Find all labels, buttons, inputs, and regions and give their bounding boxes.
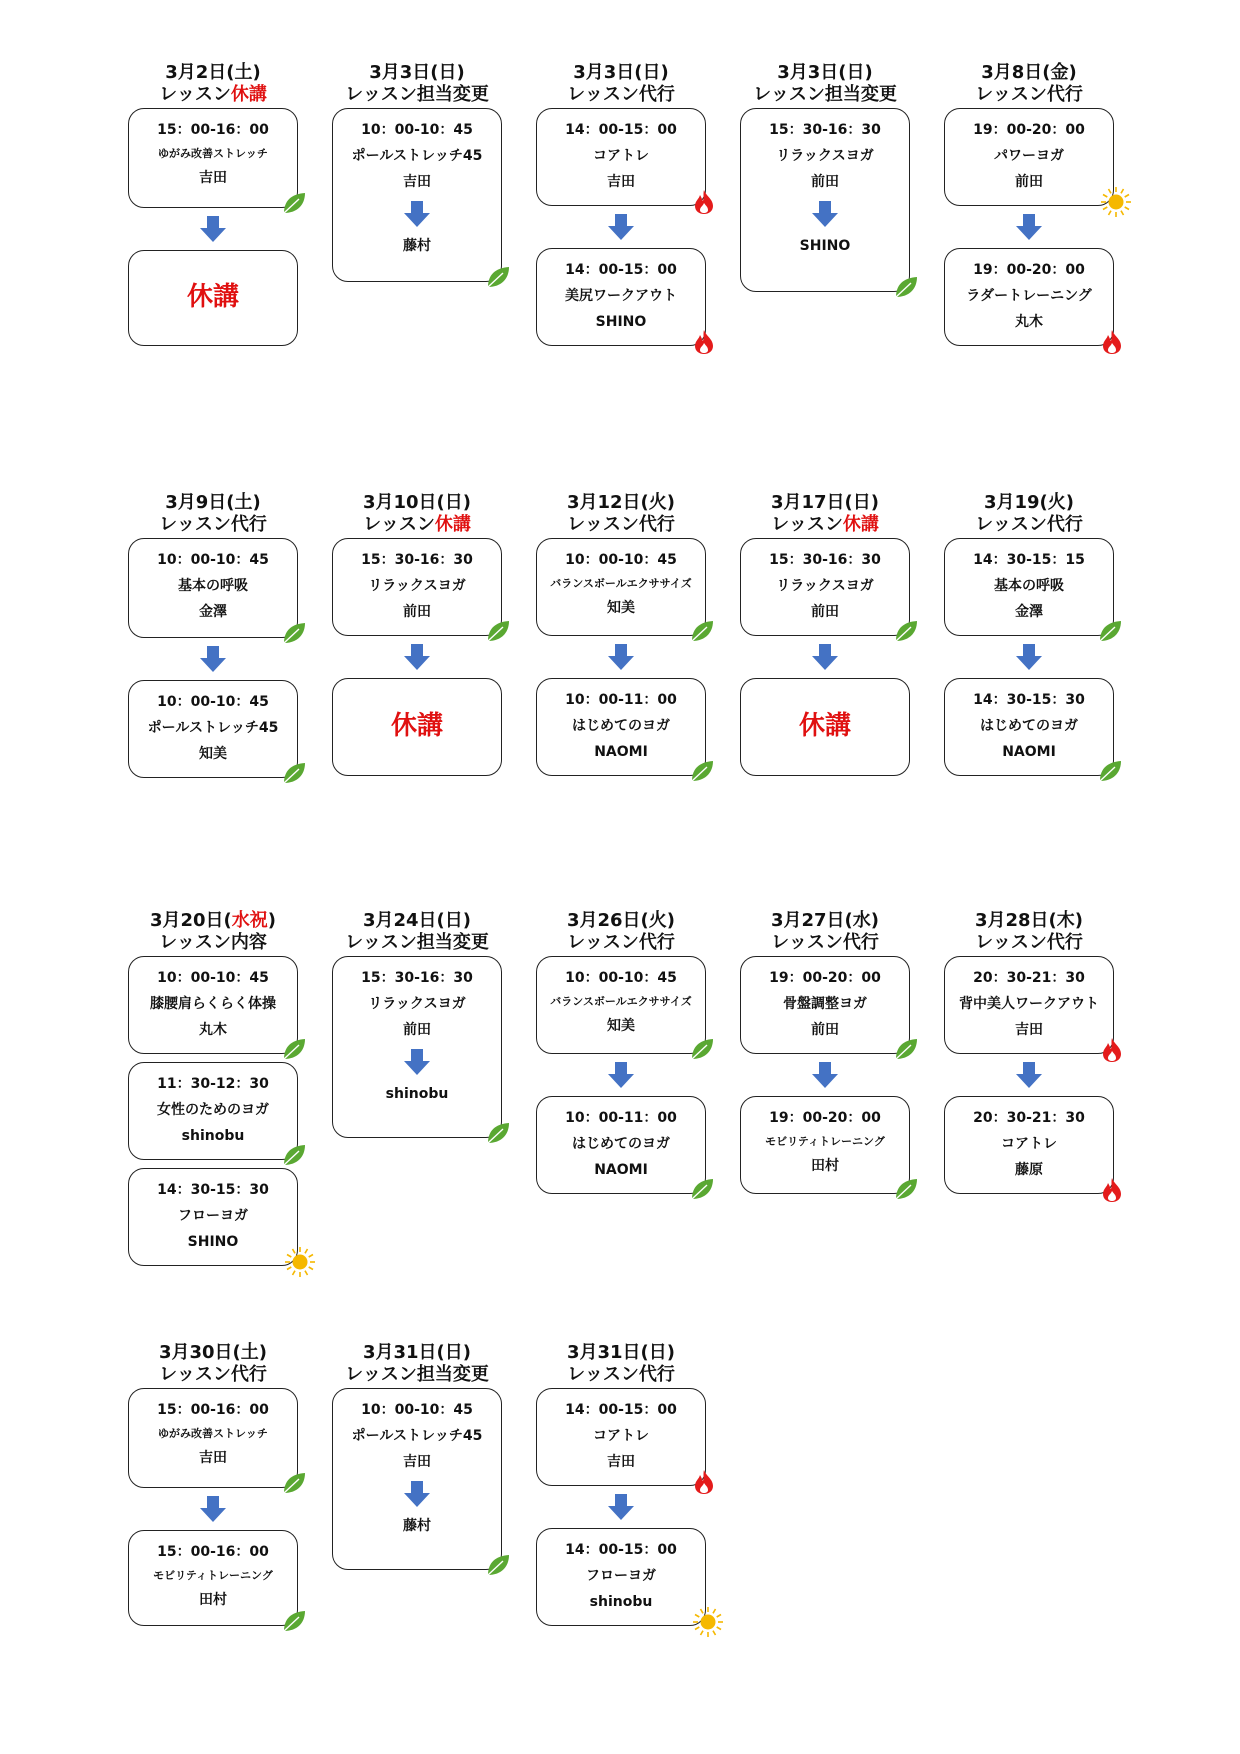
text-part: 3月24日(日)	[362, 910, 472, 931]
lesson-card	[536, 108, 706, 206]
text-part: 3月12日(火)	[566, 492, 676, 513]
highlight-text: 休講	[842, 514, 879, 535]
instructor-name: shinobu	[589, 1594, 653, 1610]
schedule-entry	[128, 1344, 298, 1626]
entry-type	[128, 934, 298, 952]
down-arrow-icon	[1014, 212, 1044, 242]
lesson-card	[128, 1530, 298, 1626]
new-instructor-name: shinobu	[385, 1086, 449, 1102]
entry-type	[128, 86, 298, 104]
lesson-card	[740, 1096, 910, 1194]
lesson-card	[536, 956, 706, 1054]
entry-type	[536, 934, 706, 952]
entry-date	[740, 64, 910, 82]
text-part: 3月9日(土)	[165, 492, 261, 513]
text-part: レッスン代行	[567, 1364, 675, 1385]
lesson-time: 15：30-16：30	[361, 552, 473, 568]
instructor-name: 吉田	[403, 174, 431, 190]
fire-icon	[1101, 1037, 1123, 1063]
schedule-entry	[944, 912, 1114, 1194]
schedule-entry	[332, 494, 502, 776]
lesson-name: ゆがみ改善ストレッチ	[158, 1427, 268, 1440]
sun-icon	[283, 1245, 317, 1279]
instructor-name: 吉田	[607, 174, 635, 190]
text-part: 3月31日(日)	[362, 1342, 472, 1363]
leaf-icon	[281, 1037, 307, 1061]
cancelled-card	[128, 250, 298, 346]
down-arrow-icon	[198, 644, 228, 674]
schedule-entry	[536, 64, 706, 346]
schedule-entry	[740, 494, 910, 776]
entry-date	[536, 64, 706, 82]
down-arrow-icon	[402, 199, 432, 229]
lesson-name: リラックスヨガ	[776, 578, 874, 594]
lesson-name: 基本の呼吸	[994, 578, 1064, 594]
text-part: レッスン代行	[771, 932, 879, 953]
entry-type	[332, 516, 502, 534]
entry-date	[536, 912, 706, 930]
instructor-name: NAOMI	[594, 744, 648, 760]
lesson-name: コアトレ	[593, 1428, 649, 1444]
lesson-time: 15：30-16：30	[769, 552, 881, 568]
lesson-name: フローヨガ	[178, 1208, 248, 1224]
leaf-icon	[281, 1471, 307, 1495]
cancelled-label: 休講	[390, 711, 443, 741]
sun-icon	[1099, 185, 1133, 219]
down-arrow-icon	[402, 1047, 432, 1077]
lesson-name: ゆがみ改善ストレッチ	[158, 147, 268, 160]
down-arrow-icon	[1014, 1060, 1044, 1090]
lesson-name: 基本の呼吸	[178, 578, 248, 594]
lesson-card	[536, 678, 706, 776]
entry-date	[944, 494, 1114, 512]
lesson-time: 19：00-20：00	[769, 1110, 881, 1126]
entry-type	[944, 86, 1114, 104]
lesson-name: ラダートレーニング	[966, 288, 1092, 304]
leaf-icon	[281, 1143, 307, 1167]
fire-icon	[693, 329, 715, 355]
lesson-card	[740, 108, 910, 292]
instructor-name: shinobu	[181, 1128, 245, 1144]
lesson-name: ポールストレッチ45	[351, 148, 483, 164]
schedule-entry	[332, 64, 502, 282]
lesson-time: 19：00-20：00	[973, 122, 1085, 138]
schedule-entry	[740, 64, 910, 292]
entry-type	[332, 1366, 502, 1384]
lesson-card	[944, 538, 1114, 636]
lesson-time: 10：00-10：45	[157, 694, 269, 710]
leaf-icon	[485, 1121, 511, 1145]
entry-type	[740, 934, 910, 952]
down-arrow-icon	[810, 199, 840, 229]
entry-type	[128, 516, 298, 534]
entry-date	[128, 494, 298, 512]
lesson-time: 10：00-10：45	[157, 970, 269, 986]
instructor-name: SHINO	[187, 1234, 239, 1250]
lesson-time: 15：30-16：30	[769, 122, 881, 138]
down-arrow-icon	[606, 1492, 636, 1522]
text-part: レッスン担当変更	[753, 84, 897, 105]
fire-icon	[1101, 1177, 1123, 1203]
instructor-name: 吉田	[607, 1454, 635, 1470]
lesson-time: 10：00-10：45	[361, 122, 473, 138]
leaf-icon	[281, 191, 307, 215]
down-arrow-icon	[402, 642, 432, 672]
text-part: 3月28日(木)	[974, 910, 1084, 931]
lesson-card	[536, 248, 706, 346]
text-part: レッスン代行	[159, 514, 267, 535]
instructor-name: 知美	[607, 1018, 635, 1034]
entry-type	[536, 1366, 706, 1384]
cancelled-card	[332, 678, 502, 776]
schedule-entry	[944, 494, 1114, 776]
schedule-entry	[332, 1344, 502, 1570]
lesson-name: モビリティトレーニング	[153, 1569, 273, 1582]
instructor-name: 吉田	[1015, 1022, 1043, 1038]
entry-date	[536, 1344, 706, 1362]
text-part: 3月8日(金)	[981, 62, 1077, 83]
cancelled-label: 休講	[186, 282, 239, 312]
instructor-name: 丸木	[199, 1022, 227, 1038]
text-part: 3月2日(土)	[165, 62, 261, 83]
entry-type	[944, 934, 1114, 952]
entry-date	[332, 494, 502, 512]
instructor-name: 吉田	[199, 1450, 227, 1466]
new-instructor-name: 藤村	[403, 238, 431, 254]
new-instructor-name: 藤村	[403, 1518, 431, 1534]
highlight-text: 水祝	[231, 910, 268, 931]
lesson-name: 背中美人ワークアウト	[959, 996, 1099, 1012]
instructor-name: 田村	[811, 1158, 839, 1174]
down-arrow-icon	[810, 642, 840, 672]
text-part: 3月20日(	[149, 910, 232, 931]
down-arrow-icon	[1014, 642, 1044, 672]
lesson-time: 11：30-12：30	[157, 1076, 269, 1092]
text-part: 3月17日(日)	[770, 492, 880, 513]
fire-icon	[1101, 329, 1123, 355]
text-part: 3月31日(日)	[566, 1342, 676, 1363]
lesson-card	[536, 1388, 706, 1486]
lesson-name: フローヨガ	[586, 1568, 656, 1584]
entry-date	[332, 64, 502, 82]
lesson-card	[128, 1388, 298, 1488]
lesson-name: パワーヨガ	[994, 148, 1064, 164]
instructor-name: SHINO	[595, 314, 647, 330]
leaf-icon	[485, 619, 511, 643]
lesson-time: 10：00-11：00	[565, 692, 677, 708]
text-part: 3月30日(土)	[158, 1342, 268, 1363]
lesson-card	[128, 108, 298, 208]
entry-date	[332, 912, 502, 930]
entry-type	[332, 934, 502, 952]
lesson-card	[944, 1096, 1114, 1194]
highlight-text: 休講	[230, 84, 267, 105]
entry-date	[128, 912, 298, 930]
fire-icon	[693, 1469, 715, 1495]
lesson-card	[128, 680, 298, 778]
new-instructor-name: SHINO	[799, 238, 851, 254]
lesson-card	[332, 538, 502, 636]
entry-type	[740, 86, 910, 104]
leaf-icon	[689, 759, 715, 783]
lesson-card	[128, 1062, 298, 1160]
lesson-time: 19：00-20：00	[769, 970, 881, 986]
leaf-icon	[1097, 759, 1123, 783]
leaf-icon	[893, 275, 919, 299]
lesson-time: 14：30-15：30	[973, 692, 1085, 708]
instructor-name: NAOMI	[1002, 744, 1056, 760]
lesson-name: はじめてのヨガ	[572, 1136, 670, 1152]
leaf-icon	[689, 1177, 715, 1201]
entry-type	[128, 1366, 298, 1384]
lesson-time: 15：00-16：00	[157, 1402, 269, 1418]
text-part: レッスン代行	[975, 932, 1083, 953]
lesson-card	[128, 956, 298, 1054]
lesson-name: ポールストレッチ45	[147, 720, 279, 736]
lesson-card	[536, 538, 706, 636]
lesson-card	[944, 108, 1114, 206]
down-arrow-icon	[402, 1479, 432, 1509]
entry-date	[536, 494, 706, 512]
lesson-name: モビリティトレーニング	[765, 1135, 885, 1148]
lesson-name: 美尻ワークアウト	[565, 288, 677, 304]
down-arrow-icon	[606, 1060, 636, 1090]
sun-icon	[691, 1605, 725, 1639]
lesson-time: 10：00-10：45	[361, 1402, 473, 1418]
lesson-name: リラックスヨガ	[776, 148, 874, 164]
lesson-time: 14：00-15：00	[565, 1542, 677, 1558]
entry-date	[128, 1344, 298, 1362]
lesson-name: はじめてのヨガ	[572, 718, 670, 734]
text-part: レッスン	[771, 514, 843, 535]
lesson-name: 女性のためのヨガ	[157, 1102, 269, 1118]
schedule-entry	[128, 912, 298, 1266]
instructor-name: 前田	[403, 1022, 431, 1038]
text-part: レッスン担当変更	[345, 1364, 489, 1385]
leaf-icon	[689, 1037, 715, 1061]
lesson-card	[536, 1096, 706, 1194]
lesson-card	[128, 538, 298, 638]
entry-type	[944, 516, 1114, 534]
instructor-name: 前田	[811, 604, 839, 620]
lesson-time: 10：00-10：45	[157, 552, 269, 568]
lesson-time: 10：00-10：45	[565, 970, 677, 986]
lesson-name: コアトレ	[593, 148, 649, 164]
instructor-name: 前田	[811, 1022, 839, 1038]
lesson-card	[536, 1528, 706, 1626]
entry-date	[740, 912, 910, 930]
lesson-time: 20：30-21：30	[973, 970, 1085, 986]
text-part: レッスン代行	[975, 84, 1083, 105]
lesson-time: 14：30-15：15	[973, 552, 1085, 568]
text-part: 3月27日(水)	[770, 910, 880, 931]
entry-type	[536, 86, 706, 104]
lesson-time: 15：00-16：00	[157, 122, 269, 138]
down-arrow-icon	[198, 1494, 228, 1524]
text-part: レッスン	[159, 84, 231, 105]
schedule-entry	[536, 1344, 706, 1626]
down-arrow-icon	[198, 214, 228, 244]
instructor-name: 知美	[607, 600, 635, 616]
text-part: レッスン代行	[159, 1364, 267, 1385]
lesson-time: 15：00-16：00	[157, 1544, 269, 1560]
instructor-name: 吉田	[403, 1454, 431, 1470]
schedule-entry	[128, 494, 298, 778]
lesson-name: リラックスヨガ	[368, 996, 466, 1012]
schedule-entry	[128, 64, 298, 346]
down-arrow-icon	[606, 212, 636, 242]
cancelled-card	[740, 678, 910, 776]
instructor-name: NAOMI	[594, 1162, 648, 1178]
text-part: 3月19(火)	[983, 492, 1075, 513]
instructor-name: 金澤	[199, 604, 227, 620]
text-part: レッスン代行	[567, 514, 675, 535]
leaf-icon	[1097, 619, 1123, 643]
text-part: 3月26日(火)	[566, 910, 676, 931]
entry-date	[128, 64, 298, 82]
lesson-name: 骨盤調整ヨガ	[783, 996, 867, 1012]
instructor-name: 吉田	[199, 170, 227, 186]
instructor-name: 知美	[199, 746, 227, 762]
text-part: レッスン担当変更	[345, 932, 489, 953]
lesson-name: コアトレ	[1001, 1136, 1057, 1152]
leaf-icon	[485, 1553, 511, 1577]
text-part: レッスン代行	[567, 932, 675, 953]
down-arrow-icon	[606, 642, 636, 672]
lesson-card	[332, 1388, 502, 1570]
entry-date	[740, 494, 910, 512]
text-part: 3月3日(日)	[573, 62, 669, 83]
text-part: )	[267, 910, 277, 931]
highlight-text: 休講	[434, 514, 471, 535]
text-part: レッスン担当変更	[345, 84, 489, 105]
lesson-card	[944, 956, 1114, 1054]
instructor-name: 前田	[403, 604, 431, 620]
entry-date	[332, 1344, 502, 1362]
down-arrow-icon	[810, 1060, 840, 1090]
lesson-card	[332, 108, 502, 282]
text-part: 3月3日(日)	[777, 62, 873, 83]
lesson-card	[332, 956, 502, 1138]
lesson-name: リラックスヨガ	[368, 578, 466, 594]
lesson-name: はじめてのヨガ	[980, 718, 1078, 734]
schedule-entry	[536, 912, 706, 1194]
lesson-card	[944, 248, 1114, 346]
lesson-time: 15：30-16：30	[361, 970, 473, 986]
instructor-name: 前田	[811, 174, 839, 190]
entry-type	[332, 86, 502, 104]
text-part: レッスン	[363, 514, 435, 535]
lesson-time: 20：30-21：30	[973, 1110, 1085, 1126]
lesson-name: 膝腰肩らくらく体操	[150, 996, 276, 1012]
instructor-name: 金澤	[1015, 604, 1043, 620]
leaf-icon	[281, 621, 307, 645]
schedule-entry	[944, 64, 1114, 346]
leaf-icon	[893, 1177, 919, 1201]
lesson-card	[740, 956, 910, 1054]
text-part: 3月3日(日)	[369, 62, 465, 83]
schedule-entry	[332, 912, 502, 1138]
lesson-card	[740, 538, 910, 636]
lesson-card	[944, 678, 1114, 776]
lesson-card	[128, 1168, 298, 1266]
lesson-time: 10：00-10：45	[565, 552, 677, 568]
instructor-name: 丸木	[1015, 314, 1043, 330]
instructor-name: 前田	[1015, 174, 1043, 190]
cancelled-label: 休講	[798, 711, 851, 741]
text-part: レッスン代行	[567, 84, 675, 105]
text-part: レッスン代行	[975, 514, 1083, 535]
lesson-time: 14：30-15：30	[157, 1182, 269, 1198]
leaf-icon	[281, 1609, 307, 1633]
schedule-entry	[740, 912, 910, 1194]
entry-type	[740, 516, 910, 534]
lesson-name: バランスボールエクササイズ	[550, 995, 692, 1008]
leaf-icon	[281, 761, 307, 785]
lesson-name: ポールストレッチ45	[351, 1428, 483, 1444]
leaf-icon	[689, 619, 715, 643]
instructor-name: 藤原	[1015, 1162, 1043, 1178]
lesson-time: 14：00-15：00	[565, 1402, 677, 1418]
lesson-time: 10：00-11：00	[565, 1110, 677, 1126]
lesson-time: 19：00-20：00	[973, 262, 1085, 278]
leaf-icon	[485, 265, 511, 289]
lesson-name: バランスボールエクササイズ	[550, 577, 692, 590]
lesson-time: 14：00-15：00	[565, 262, 677, 278]
fire-icon	[693, 189, 715, 215]
entry-date	[944, 912, 1114, 930]
text-part: レッスン内容	[159, 932, 267, 953]
schedule-entry	[536, 494, 706, 776]
instructor-name: 田村	[199, 1592, 227, 1608]
leaf-icon	[893, 1037, 919, 1061]
entry-date	[944, 64, 1114, 82]
entry-type	[536, 516, 706, 534]
lesson-time: 14：00-15：00	[565, 122, 677, 138]
text-part: 3月10日(日)	[362, 492, 472, 513]
leaf-icon	[893, 619, 919, 643]
